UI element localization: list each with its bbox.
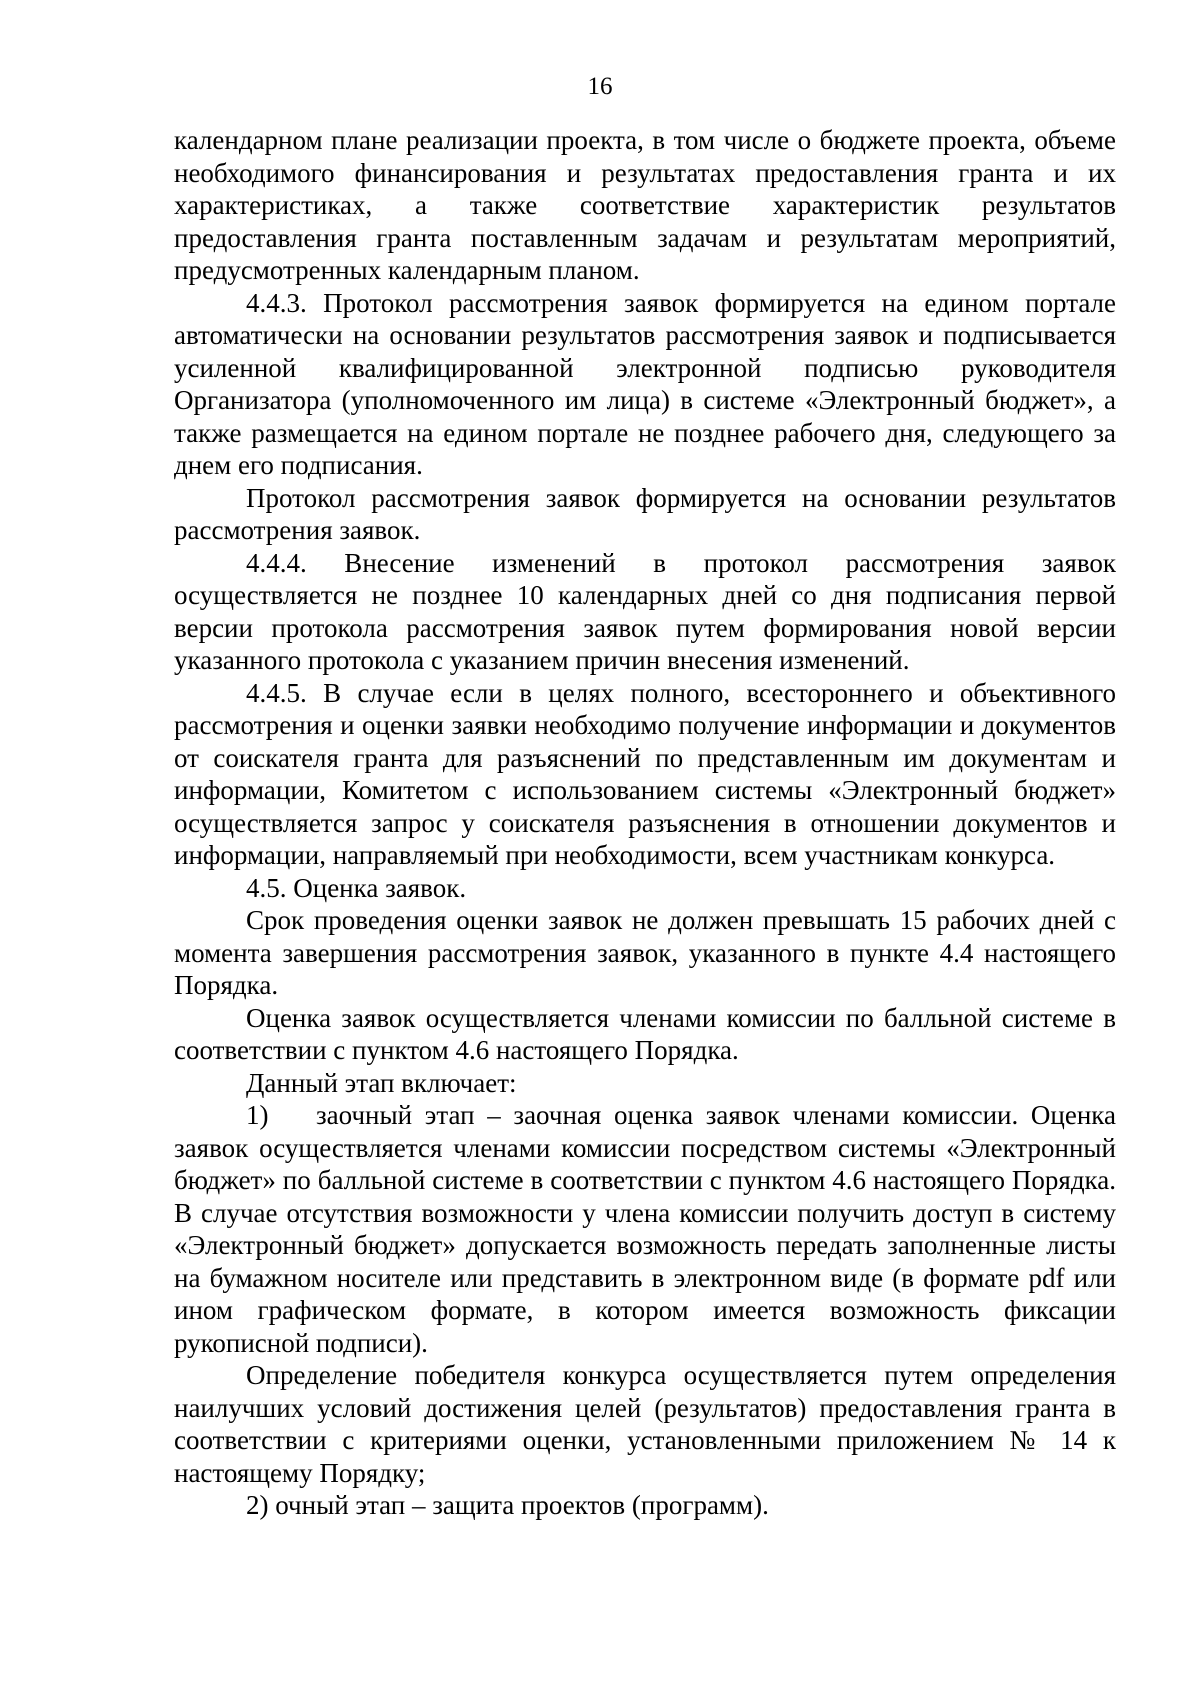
paragraph-continuation: календарном плане реализации проекта, в том числе о бюджете проекта, объеме необходимого финансирования и результатах предоставления гранта и их характеристиках, а также соответствие характеристик результатов предоставления гранта поставленным задачам и результатам мероприятий, предусмотренных календарным планом. <box>174 125 1116 285</box>
paragraph-winner-determination: Определение победителя конкурса осуществляется путем определения наилучших условий достижения целей (результатов) предоставления гранта в соответствии с критериями оценки, установленными приложением № 14 к настоящему Порядку; <box>174 1360 1116 1488</box>
paragraph-4-4-3: 4.4.3. Протокол рассмотрения заявок формируется на едином портале автоматически на основании результатов рассмотрения заявок и подписывается усиленной квалифицированной электронной подписью руководителя Организатора (уполномоченного им лица) в системе «Электронный бюджет», а также размещается на едином портале не позднее рабочего дня, следующего за днем его подписания. <box>174 287 1116 480</box>
list-item-in-person-stage: 2) очный этап – защита проектов (программ). <box>246 1490 769 1520</box>
list-item-correspondence-stage <box>174 1099 1116 1359</box>
paragraph-protocol-basis: Протокол рассмотрения заявок формируется на основании результатов рассмотрения заявок. <box>174 482 1116 545</box>
paragraph-stage-includes: Данный этап включает: <box>246 1067 517 1098</box>
paragraph-evaluation-method: Оценка заявок осуществляется членами комиссии по балльной системе в соответствии с пунктом 4.6 настоящего Порядка. <box>174 1002 1116 1065</box>
paragraph-evaluation-term: Срок проведения оценки заявок не должен превышать 15 рабочих дней с момента завершения рассмотрения заявок, указанного в пункте 4.4 настоящего Порядка. <box>174 905 1116 1000</box>
list-item-number: 1) <box>246 1100 269 1130</box>
document-body <box>174 124 1116 1522</box>
page-number: 16 <box>587 73 613 100</box>
paragraph-4-4-5: 4.4.5. В случае если в целях полного, всестороннего и объективного рассмотрения и оценки заявки необходимо получение информации и документов от соискателя гранта для разъяснений по представленным им документам и информации, Комитетом с использованием системы «Электронный бюджет» осуществляется запрос у соискателя разъяснения в отношении документов и информации, направляемый при необходимости, всем участникам конкурса. <box>174 677 1116 870</box>
list-item-text: заочный этап – заочная оценка заявок членами комиссии. Оценка заявок осуществляется членами комиссии посредством системы «Электронный бюджет» по балльной системе в соответствии с пунктом 4.6 настоящего Порядка. В случае отсутствия возможности у члена комиссии получить доступ в систему «Электронный бюджет» допускается возможность передать заполненные листы на бумажном носителе или представить в электронном виде (в формате pdf или ином графическом формате, в котором имеется возможность фиксации рукописной подписи). <box>174 1100 1116 1358</box>
section-heading-4-5: 4.5. Оценка заявок. <box>246 872 467 903</box>
paragraph-4-4-4: 4.4.4. Внесение изменений в протокол рассмотрения заявок осуществляется не позднее 10 календарных дней со дня подписания первой версии протокола рассмотрения заявок путем формирования новой версии указанного протокола с указанием причин внесения изменений. <box>174 547 1116 675</box>
